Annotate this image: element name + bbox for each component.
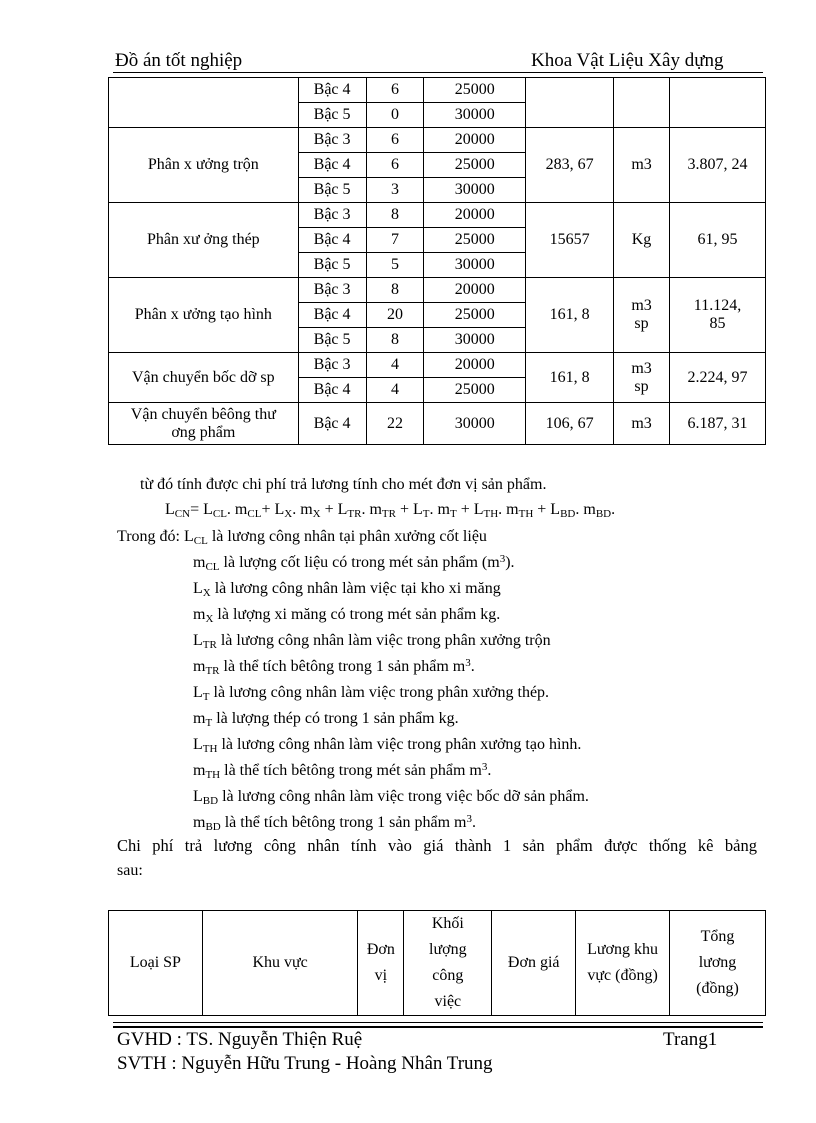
volume-cell: 161, 8 bbox=[526, 278, 614, 353]
count-cell: 20 bbox=[366, 303, 424, 328]
grade-cell: Bậc 3 bbox=[298, 128, 366, 153]
grade-cell: Bậc 4 bbox=[298, 228, 366, 253]
price-cell: 25000 bbox=[424, 78, 526, 103]
definition-line: $L_{TH}$ là lương công nhân làm việc trong phân xưởng tạo hình. bbox=[193, 736, 582, 755]
labor-table bbox=[108, 77, 766, 445]
unit-cell: m3 bbox=[614, 128, 670, 203]
table-row bbox=[109, 403, 766, 445]
area-cell: Vận chuyển bốc dỡ sp bbox=[109, 353, 299, 403]
grade-cell: Bậc 3 bbox=[298, 203, 366, 228]
price-cell: 30000 bbox=[424, 328, 526, 353]
definition-line: $m_T$ là lượng thép có trong 1 sản phẩm kg. bbox=[193, 710, 459, 729]
area-cell bbox=[109, 78, 299, 128]
definition-line: $m_{CL}$ là lượng cốt liệu có trong mét sản phẩm $(m^3)$. bbox=[193, 553, 515, 573]
footer-students: SVTH : Nguyễn Hữu Trung - Hoàng Nhân Trung bbox=[117, 1053, 493, 1074]
header-rule bbox=[113, 72, 763, 73]
definition-line: $m_{BD}$ là thể tích bêtông trong 1 sản phẩm $m^3$. bbox=[193, 813, 476, 833]
count-cell: 8 bbox=[366, 203, 424, 228]
price-cell: 25000 bbox=[424, 153, 526, 178]
grade-cell: Bậc 5 bbox=[298, 253, 366, 278]
header-cell: Đơn giá bbox=[492, 911, 576, 1016]
intro-text: từ đó tính được chi phí trả lương tính cho mét đơn vị sản phẩm. bbox=[140, 476, 547, 493]
count-cell: 4 bbox=[366, 353, 424, 378]
total-cell: 2.224, 97 bbox=[670, 353, 766, 403]
definition-line: $L_T$ là lương công nhân làm việc trong phân xưởng thép. bbox=[193, 684, 550, 703]
count-cell: 3 bbox=[366, 178, 424, 203]
grade-cell: Bậc 3 bbox=[298, 353, 366, 378]
count-cell: 7 bbox=[366, 228, 424, 253]
header-left: Đồ án tốt nghiệp bbox=[115, 50, 243, 71]
grade-cell: Bậc 4 bbox=[298, 78, 366, 103]
definition-line: $m_{TH}$ là thể tích bêtông trong mét sản phẩm $m^3$. bbox=[193, 761, 492, 781]
grade-cell: Bậc 4 bbox=[298, 403, 366, 445]
footer-rule-thick bbox=[113, 1026, 763, 1028]
definition-line: $m_X$ là lượng xi măng có trong mét sản phẩm kg. bbox=[193, 606, 501, 625]
price-cell: 20000 bbox=[424, 203, 526, 228]
unit-cell: m3 bbox=[614, 403, 670, 445]
total-cell: 6.187, 31 bbox=[670, 403, 766, 445]
header-cell: Khu vực bbox=[202, 911, 358, 1016]
header-cell: Tổng lương (đồng) bbox=[670, 911, 766, 1016]
formula: $L_{CN}= L_{CL}$. $m_{CL}+ L_X$. $m_X + L_{TR}$. $m_{TR} + L_T$. $m_T + L_{TH}$. $m_{TH} + L_{BD}$. $m_{BD}$. bbox=[165, 501, 616, 520]
table-row bbox=[109, 353, 766, 378]
grade-cell: Bậc 3 bbox=[298, 278, 366, 303]
volume-cell: 283, 67 bbox=[526, 128, 614, 203]
header-cell: Loại SP bbox=[109, 911, 203, 1016]
count-cell: 6 bbox=[366, 153, 424, 178]
grade-cell: Bậc 5 bbox=[298, 328, 366, 353]
price-cell: 20000 bbox=[424, 128, 526, 153]
count-cell: 6 bbox=[366, 128, 424, 153]
price-cell: 30000 bbox=[424, 403, 526, 445]
total-cell: 3.807, 24 bbox=[670, 128, 766, 203]
header-cell: Đơn vị bbox=[358, 911, 404, 1016]
table-row bbox=[109, 278, 766, 303]
area-cell: Phân xư ởng thép bbox=[109, 203, 299, 278]
definition-line: Trong đó: $L_{CL}$ là lương công nhân tại phân xưởng cốt liệu bbox=[117, 528, 487, 547]
definition-line: $L_X$ là lương công nhân làm việc tại kho xi măng bbox=[193, 580, 501, 599]
price-cell: 20000 bbox=[424, 353, 526, 378]
definition-line: $L_{TR}$ là lương công nhân làm việc trong phân xưởng trộn bbox=[193, 632, 551, 651]
grade-cell: Bậc 4 bbox=[298, 303, 366, 328]
area-cell: Vận chuyển bêông thư ơng phẩm bbox=[109, 403, 299, 445]
total-cell: 11.124, 85 bbox=[670, 278, 766, 353]
price-cell: 25000 bbox=[424, 378, 526, 403]
price-cell: 20000 bbox=[424, 278, 526, 303]
unit-cell: m3 sp bbox=[614, 278, 670, 353]
grade-cell: Bậc 5 bbox=[298, 103, 366, 128]
count-cell: 8 bbox=[366, 328, 424, 353]
header-cell: Lương khu vực (đồng) bbox=[576, 911, 670, 1016]
area-cell: Phân x ưởng tạo hình bbox=[109, 278, 299, 353]
total-cell bbox=[670, 78, 766, 128]
price-cell: 30000 bbox=[424, 178, 526, 203]
volume-cell: 15657 bbox=[526, 203, 614, 278]
volume-cell bbox=[526, 78, 614, 128]
count-cell: 5 bbox=[366, 253, 424, 278]
count-cell: 22 bbox=[366, 403, 424, 445]
volume-cell: 106, 67 bbox=[526, 403, 614, 445]
footer-rule bbox=[113, 1022, 763, 1023]
grade-cell: Bậc 5 bbox=[298, 178, 366, 203]
definition-line: $L_{BD}$ là lương công nhân làm việc trong việc bốc dỡ sản phẩm. bbox=[193, 788, 589, 807]
area-cell: Phân x ưởng trộn bbox=[109, 128, 299, 203]
price-cell: 25000 bbox=[424, 303, 526, 328]
table-row bbox=[109, 128, 766, 153]
table-header-row bbox=[109, 911, 766, 1016]
price-cell: 25000 bbox=[424, 228, 526, 253]
unit-cell bbox=[614, 78, 670, 128]
cost-table bbox=[108, 910, 766, 1016]
volume-cell: 161, 8 bbox=[526, 353, 614, 403]
unit-cell: m3 sp bbox=[614, 353, 670, 403]
header-right: Khoa Vật Liệu Xây dựng bbox=[531, 50, 724, 71]
table-row bbox=[109, 78, 766, 103]
price-cell: 30000 bbox=[424, 103, 526, 128]
grade-cell: Bậc 4 bbox=[298, 378, 366, 403]
count-cell: 0 bbox=[366, 103, 424, 128]
footer-supervisor: GVHD : TS. Nguyễn Thiện Ruệ bbox=[117, 1029, 363, 1050]
page-number: Trang1 bbox=[663, 1029, 718, 1050]
count-cell: 8 bbox=[366, 278, 424, 303]
total-cell: 61, 95 bbox=[670, 203, 766, 278]
summary-text: Chi phí trả lương công nhân tính vào giá thành 1 sản phẩm được thống kê bảng bbox=[117, 836, 757, 855]
unit-cell: Kg bbox=[614, 203, 670, 278]
count-cell: 6 bbox=[366, 78, 424, 103]
definition-line: $m_{TR}$ là thể tích bêtông trong 1 sản phẩm $m^3$. bbox=[193, 657, 475, 677]
header-cell: Khối lượng công việc bbox=[404, 911, 492, 1016]
count-cell: 4 bbox=[366, 378, 424, 403]
summary-text-cont: sau: bbox=[117, 862, 143, 879]
grade-cell: Bậc 4 bbox=[298, 153, 366, 178]
price-cell: 30000 bbox=[424, 253, 526, 278]
table-row bbox=[109, 203, 766, 228]
